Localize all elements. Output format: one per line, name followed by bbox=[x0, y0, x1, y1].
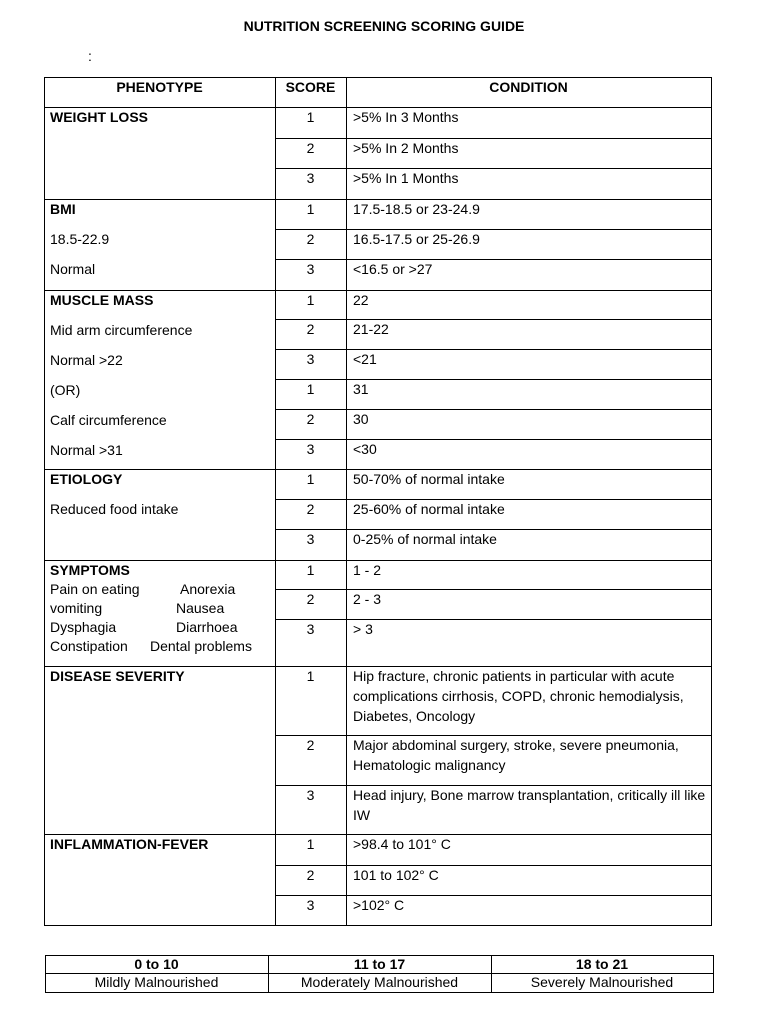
phenotype-heading: DISEASE SEVERITY bbox=[50, 668, 185, 684]
phenotype-heading: MUSCLE MASS bbox=[50, 292, 154, 308]
condition-cell: <21 bbox=[353, 351, 377, 367]
condition-cell: 1 - 2 bbox=[353, 562, 382, 578]
condition-cell: 25-60% of normal intake bbox=[353, 501, 505, 517]
symptom-item: vomiting bbox=[50, 600, 103, 616]
colon-mark: : bbox=[88, 48, 92, 64]
score-cell: 2 bbox=[306, 231, 315, 247]
phenotype-detail: Mid arm circumference bbox=[50, 322, 193, 338]
condition-cell: 50-70% of normal intake bbox=[353, 471, 505, 487]
condition-cell: >5% In 1 Months bbox=[353, 170, 459, 186]
score-cell: 1 bbox=[306, 471, 315, 487]
condition-cell: 17.5-18.5 or 23-24.9 bbox=[353, 201, 480, 217]
condition-cell: 30 bbox=[353, 411, 369, 427]
summary-range: 11 to 17 bbox=[353, 956, 406, 972]
phenotype-detail: (OR) bbox=[50, 382, 81, 398]
symptom-item: Pain on eating bbox=[50, 581, 140, 597]
score-cell: 1 bbox=[306, 292, 315, 308]
score-cell: 3 bbox=[306, 170, 315, 186]
header-phenotype: PHENOTYPE bbox=[116, 79, 203, 95]
summary-range: 18 to 21 bbox=[575, 956, 629, 972]
score-cell: 2 bbox=[306, 411, 315, 427]
header-score: SCORE bbox=[285, 79, 336, 95]
phenotype-heading: WEIGHT LOSS bbox=[50, 109, 148, 125]
score-cell: 3 bbox=[306, 441, 315, 457]
condition-cell: <30 bbox=[353, 441, 377, 457]
condition-cell: 2 - 3 bbox=[353, 591, 382, 607]
phenotype-detail: Reduced food intake bbox=[50, 501, 179, 517]
condition-cell: >98.4 to 101° C bbox=[353, 836, 451, 852]
symptom-item: Dental problems bbox=[150, 638, 252, 654]
header-condition: CONDITION bbox=[489, 79, 568, 95]
condition-cell: 22 bbox=[353, 292, 369, 308]
phenotype-detail: 18.5-22.9 bbox=[50, 231, 110, 247]
score-cell: 1 bbox=[306, 201, 315, 217]
phenotype-heading: INFLAMMATION-FEVER bbox=[50, 836, 209, 852]
table-rule bbox=[45, 992, 714, 993]
summary-label: Moderately Malnourished bbox=[300, 974, 459, 990]
condition-cell: 0-25% of normal intake bbox=[353, 531, 497, 547]
symptom-item: Diarrhoea bbox=[176, 619, 238, 635]
score-cell: 1 bbox=[306, 381, 315, 397]
score-cell: 2 bbox=[306, 737, 315, 753]
score-cell: 3 bbox=[306, 261, 315, 277]
symptom-item: Anorexia bbox=[180, 581, 236, 597]
score-cell: 1 bbox=[306, 562, 315, 578]
score-cell: 2 bbox=[306, 591, 315, 607]
phenotype-detail: Calf circumference bbox=[50, 412, 167, 428]
phenotype-heading: SYMPTOMS bbox=[50, 562, 130, 578]
condition-cell: >5% In 3 Months bbox=[353, 109, 459, 125]
condition-cell: > 3 bbox=[353, 621, 373, 637]
condition-cell: >102° C bbox=[353, 897, 405, 913]
summary-label: Severely Malnourished bbox=[530, 974, 674, 990]
condition-cell: Hip fracture, chronic patients in particular with acute complications cirrhosis, COPD, chronic hemodialysis, Diabetes, Oncology bbox=[353, 668, 684, 724]
condition-cell: 101 to 102° C bbox=[353, 867, 439, 883]
score-cell: 2 bbox=[306, 867, 315, 883]
phenotype-detail: Normal >22 bbox=[50, 352, 123, 368]
condition-cell: <16.5 or >27 bbox=[353, 261, 433, 277]
score-cell: 2 bbox=[306, 501, 315, 517]
score-cell: 3 bbox=[306, 531, 315, 547]
condition-cell: Head injury, Bone marrow transplantation, critically ill like IW bbox=[353, 787, 706, 823]
summary-range: 0 to 10 bbox=[134, 956, 179, 972]
condition-cell: >5% In 2 Months bbox=[353, 140, 459, 156]
score-cell: 1 bbox=[306, 668, 315, 684]
score-cell: 3 bbox=[306, 897, 315, 913]
score-cell: 1 bbox=[306, 109, 315, 125]
condition-cell: Major abdominal surgery, stroke, severe pneumonia, Hematologic malignancy bbox=[353, 737, 679, 773]
summary-label: Mildly Malnourished bbox=[94, 974, 219, 990]
phenotype-heading: BMI bbox=[50, 201, 76, 217]
condition-cell: 21-22 bbox=[353, 321, 389, 337]
score-cell: 1 bbox=[306, 836, 315, 852]
page-title: NUTRITION SCREENING SCORING GUIDE bbox=[243, 18, 525, 34]
condition-cell: 16.5-17.5 or 25-26.9 bbox=[353, 231, 480, 247]
symptom-item: Nausea bbox=[176, 600, 225, 616]
score-cell: 3 bbox=[306, 621, 315, 637]
symptom-item: Dysphagia bbox=[50, 619, 117, 635]
phenotype-heading: ETIOLOGY bbox=[50, 471, 123, 487]
phenotype-detail: Normal bbox=[50, 261, 96, 277]
score-cell: 2 bbox=[306, 140, 315, 156]
table-rule bbox=[713, 955, 714, 993]
phenotype-detail: Normal >31 bbox=[50, 442, 123, 458]
condition-cell: 31 bbox=[353, 381, 369, 397]
score-cell: 2 bbox=[306, 321, 315, 337]
score-cell: 3 bbox=[306, 351, 315, 367]
symptom-item: Constipation bbox=[50, 638, 128, 654]
score-cell: 3 bbox=[306, 787, 315, 803]
